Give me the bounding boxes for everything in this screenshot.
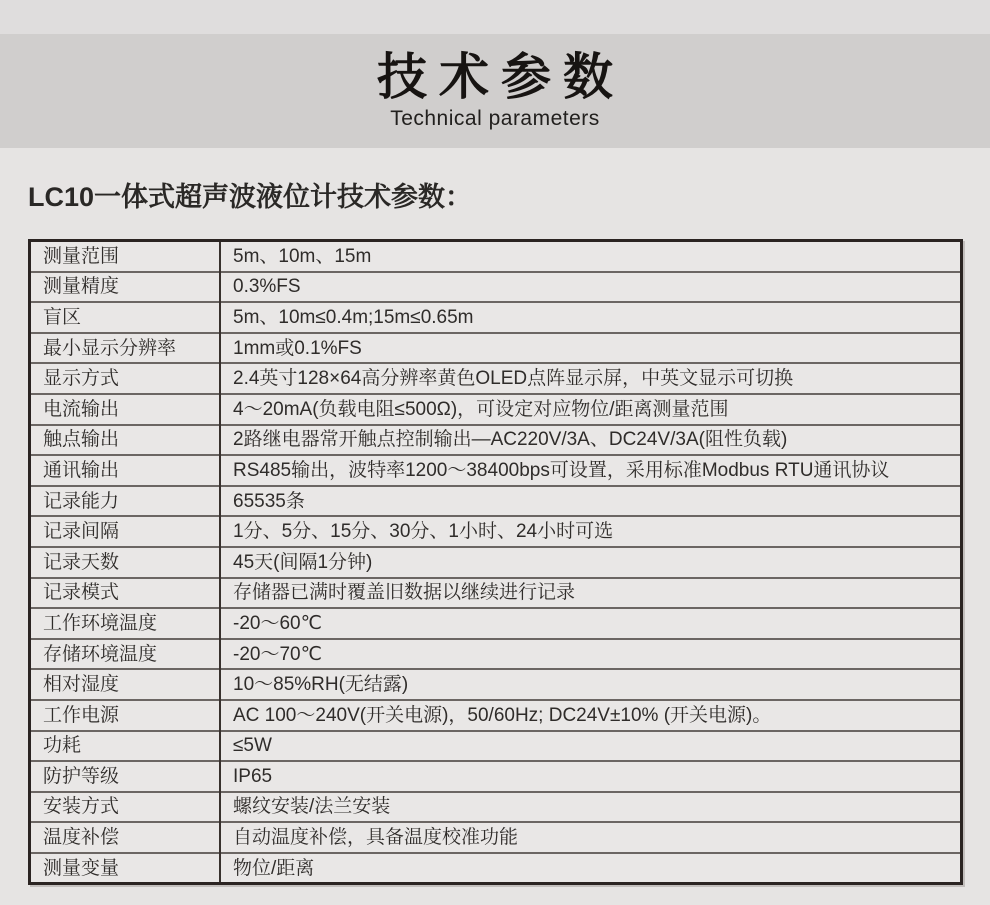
table-row — [30, 425, 962, 456]
param-name: 存储环境温度 — [30, 639, 221, 670]
param-value: IP65 — [220, 761, 962, 792]
param-value: 2.4英寸128×64高分辨率黄色OLED点阵显示屏，中英文显示可切换 — [220, 363, 962, 394]
param-value: 10～85%RH(无结露) — [220, 669, 962, 700]
spec-table — [28, 239, 963, 885]
table-row — [30, 394, 962, 425]
param-value: 螺纹安装/法兰安装 — [220, 792, 962, 823]
param-name: 通讯输出 — [30, 455, 221, 486]
param-name: 工作电源 — [30, 700, 221, 731]
param-value: AC 100～240V(开关电源)，50/60Hz; DC24V±10% (开关电源)。 — [220, 700, 962, 731]
param-name: 记录模式 — [30, 578, 221, 609]
param-value: ≤5W — [220, 731, 962, 762]
param-name: 相对湿度 — [30, 669, 221, 700]
param-name: 显示方式 — [30, 363, 221, 394]
param-name: 温度补偿 — [30, 822, 221, 853]
table-row — [30, 516, 962, 547]
table-row — [30, 761, 962, 792]
table-row — [30, 333, 962, 364]
param-name: 测量精度 — [30, 272, 221, 303]
param-name: 记录间隔 — [30, 516, 221, 547]
param-name: 测量变量 — [30, 853, 221, 884]
title-band — [0, 34, 990, 148]
param-value: 45天(间隔1分钟) — [220, 547, 962, 578]
table-row — [30, 486, 962, 517]
param-name: 测量范围 — [30, 241, 221, 272]
param-value: 物位/距离 — [220, 853, 962, 884]
param-name: 记录能力 — [30, 486, 221, 517]
param-value: RS485输出，波特率1200～38400bps可设置，采用标准Modbus RTU通讯协议 — [220, 455, 962, 486]
param-name: 记录天数 — [30, 547, 221, 578]
param-name: 防护等级 — [30, 761, 221, 792]
param-name: 功耗 — [30, 731, 221, 762]
param-value: -20～60℃ — [220, 608, 962, 639]
param-value: 存储器已满时覆盖旧数据以继续进行记录 — [220, 578, 962, 609]
table-row — [30, 639, 962, 670]
table-row — [30, 272, 962, 303]
param-value: 1分、5分、15分、30分、1小时、24小时可选 — [220, 516, 962, 547]
table-row — [30, 455, 962, 486]
param-value: 0.3%FS — [220, 272, 962, 303]
param-value: 2路继电器常开触点控制输出—AC220V/3A、DC24V/3A(阻性负载) — [220, 425, 962, 456]
page-title: 技术参数 — [377, 48, 625, 105]
table-row — [30, 731, 962, 762]
top-strip — [0, 0, 990, 34]
table-row — [30, 241, 962, 272]
table-row — [30, 669, 962, 700]
param-value: -20～70℃ — [220, 639, 962, 670]
param-value: 4～20mA(负载电阻≤500Ω)，可设定对应物位/距离测量范围 — [220, 394, 962, 425]
param-name: 电流输出 — [30, 394, 221, 425]
param-value: 自动温度补偿，具备温度校准功能 — [220, 822, 962, 853]
table-row — [30, 792, 962, 823]
table-row — [30, 363, 962, 394]
param-value: 5m、10m、15m — [233, 245, 372, 267]
table-row — [30, 608, 962, 639]
page-subtitle: Technical parameters — [390, 107, 600, 131]
param-value: 65535条 — [220, 486, 962, 517]
table-row — [30, 700, 962, 731]
param-name: 最小显示分辨率 — [30, 333, 221, 364]
param-name: 工作环境温度 — [30, 608, 221, 639]
table-row — [30, 822, 962, 853]
param-name: 盲区 — [30, 302, 221, 333]
param-value: 5m、10m≤0.4m;15m≤0.65m — [220, 302, 962, 333]
table-row — [30, 853, 962, 884]
param-value: 1mm或0.1%FS — [220, 333, 962, 364]
param-name: 安装方式 — [30, 792, 221, 823]
section-heading: LC10一体式超声波液位计技术参数： — [28, 182, 473, 212]
table-row — [30, 547, 962, 578]
table-row — [30, 578, 962, 609]
table-row — [30, 302, 962, 333]
spec-table-body — [30, 241, 962, 884]
param-name: 触点输出 — [30, 425, 221, 456]
